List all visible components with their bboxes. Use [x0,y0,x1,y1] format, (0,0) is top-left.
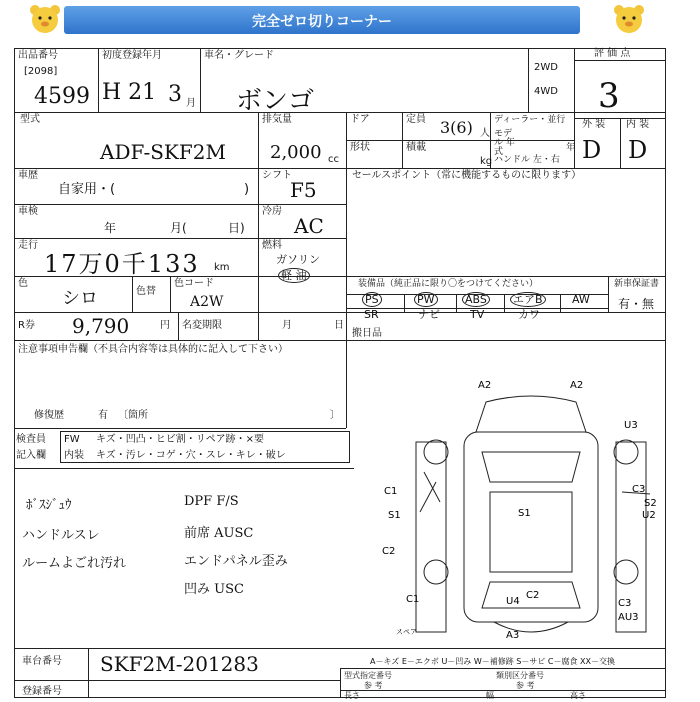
notes-label: 注意事項申告欄（不具合内容等は具体的に記入して下さい） [18,344,288,355]
inspection-label: 車検 [18,206,38,217]
lot-label: 出品番号 [18,50,58,61]
model-code: ADF-SKF2M [100,140,226,164]
note-left-2: ハンドルスレ [22,528,100,543]
mark-c3-lower: C3 [618,598,632,609]
bear-mascot-icon [612,4,646,34]
load-label: 積載 [406,142,426,153]
mark-u2: U2 [642,510,656,521]
color-label: 色 [18,278,28,289]
note-right-4: 凹み USC [184,582,244,597]
arrival-label: 搬日品 [352,328,382,339]
shape-label: 形状 [350,142,370,153]
history-value: 自家用・( [58,182,116,197]
equip-aw: AW [572,293,590,306]
shift-label: シフト [262,170,292,181]
mileage-label: 走行 [18,240,38,251]
capacity-unit: 人 [480,128,490,139]
fuel-gasoline: ガソリン [276,253,320,266]
equip-ps: PS [362,294,382,306]
title-banner [64,6,580,34]
interior-label: 内 装 [626,119,650,130]
equip-airbag: エアB [510,294,546,306]
mark-c3-upper: C3 [632,484,646,495]
model-code-label: 型式 [20,114,40,125]
note-right-1: DPF F/S [184,494,239,509]
drive-4wd: 4WD [534,86,558,97]
class-number-label: 類別区分番号 [496,671,544,680]
equip-navi: ナビ [418,308,440,321]
recycle-unit: 円 [160,320,170,331]
inspector-label: 検査員 [16,434,46,445]
mark-c2-left: C2 [382,546,396,557]
equip-leather: カワ [518,308,540,321]
length-label: 長さ [344,691,360,700]
note-left-1: ﾎﾞｽｼﾞｭｳ [26,498,72,513]
displacement-label: 排気量 [262,114,292,125]
title-deadline-label: 名変期限 [182,320,222,331]
history-close: ) [244,182,250,197]
equip-abs: ABS [462,294,490,306]
interior-grade: D [628,136,648,164]
type-designation-label: 型式指定番号 [344,671,392,680]
mark-u3: U3 [624,420,638,431]
mileage-unit: km [214,262,230,273]
car-name-label: 車名・グレード [204,50,274,61]
shift-value: F5 [290,178,317,202]
registration-label: 登録番号 [22,686,62,697]
reg-month: 3 [168,82,182,107]
score-label: 評 価 点 [594,48,631,59]
mark-s1-left: S1 [388,510,401,521]
warranty-value: 有・無 [618,297,655,311]
capacity-value: 3(6) [440,118,473,137]
displacement-unit: cc [328,154,339,165]
displacement-value: 2,000 [270,142,322,163]
car-damage-diagram [382,372,666,652]
repair-close: 〕 [330,410,340,421]
exterior-grade: D [582,136,602,164]
recycle-value: 9,790 [72,314,130,338]
inspector-row2: キズ・汚レ・コゲ・穴・スレ・キレ・破レ [96,450,286,461]
handle-unit: 年 [566,143,576,153]
bear-mascot-icon [28,4,62,34]
type-designation-sub: 参 考 [364,681,383,690]
reg-era: H 21 [102,80,157,105]
inspection-year: 年 [104,221,117,235]
equip-tv: TV [470,308,485,321]
recycle-label: R券 [18,320,35,331]
mark-u4: U4 [506,596,520,607]
mark-s1-center: S1 [518,508,531,519]
ac-label: 冷房 [262,206,282,217]
repair-place: 〔箇所 [118,410,148,421]
door-label: ドア [350,114,370,125]
repair-history-label: 修復歴 [34,410,64,421]
color-code-label: 色コード [174,278,214,289]
sales-point-label: セールスポイント（常に機能するものに限ります） [352,170,582,181]
equip-sr: SR [364,308,379,321]
model-year-label: モデル 年式 [494,129,515,157]
exterior-label: 外 装 [582,119,606,130]
color-change-label: 色替 [136,286,156,297]
ac-value: AC [294,214,324,238]
height-label: 高さ [570,691,586,700]
drive-2wd: 2WD [534,62,558,73]
inspector-row1-prefix: FW [64,434,80,445]
inspection-month: 月( [170,221,187,235]
load-unit: kg [480,156,493,167]
note-right-3: エンドパネル歪み [184,554,288,569]
score-value: 3 [598,76,620,116]
handle-label: ハンドル 左・右 [494,155,560,165]
width-label: 幅 [486,691,494,700]
mark-s2: S2 [644,498,657,509]
history-label: 車歴 [18,170,38,181]
class-number-sub: 参 考 [516,681,535,690]
chassis-number: SKF2M-201283 [100,652,259,676]
mark-a3: A3 [506,630,520,641]
lot-sub-number: [2098] [24,66,58,77]
mark-au3: AU3 [618,612,639,623]
inspector-row2-prefix: 内装 [64,450,84,461]
chassis-label: 車台番号 [22,656,62,667]
mark-a2-left: A2 [478,380,492,391]
deadline-month: 月 [282,320,292,331]
car-name: ボンゴ [236,86,315,116]
inspection-day: 日) [228,221,245,235]
mileage-value: 17万0千133 [44,250,200,278]
reg-date-label: 初度登録年月 [102,50,162,61]
note-right-2: 前席 AUSC [184,526,254,541]
damage-legend: A－キズ E－エクボ U－凹み W－補修跡 S－サビ C－腐食 XX－交換 [370,657,616,666]
banner-title: 完全ゼロ切りコーナー [252,14,392,30]
mark-c1-upper: C1 [384,486,398,497]
capacity-label: 定員 [406,114,426,125]
fuel-diesel: 軽 油 [278,270,310,282]
reg-month-unit: 月 [186,98,196,109]
dealer-label: ディーラー・並行 [494,115,566,125]
warranty-label: 新車保証書 [614,279,660,289]
mark-a2-right: A2 [570,380,584,391]
inspector-row1: キズ・凹凸・ヒビ割・リペア跡・×要 [96,434,264,445]
note-left-3: ルームよごれ汚れ [22,556,127,571]
spare-label: スペア [396,628,417,636]
color-code-value: A2W [190,294,224,310]
lot-number: 4599 [34,84,90,109]
equipment-label: 装備品（純正品に限り〇をつけてください） [358,279,539,289]
deadline-day: 日 [334,320,344,331]
fuel-label: 燃料 [262,240,282,251]
equip-pw: PW [414,294,438,306]
color-value: シロ [62,288,98,309]
entry-label: 記入欄 [16,450,46,461]
mark-c2-center: C2 [526,590,540,601]
mark-c1-lower: C1 [406,594,420,605]
repair-history-value: 有 [98,410,108,421]
